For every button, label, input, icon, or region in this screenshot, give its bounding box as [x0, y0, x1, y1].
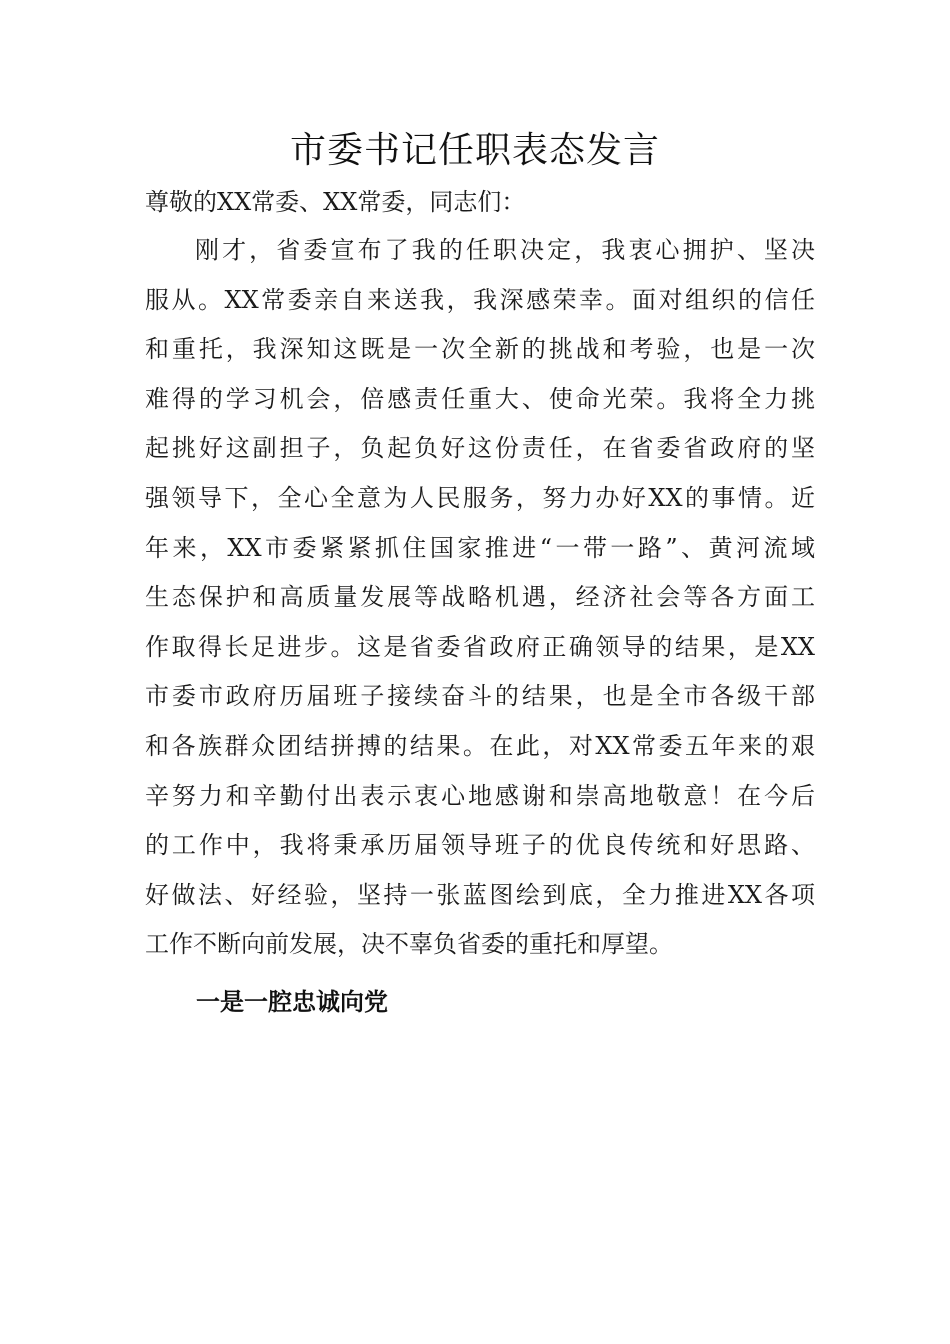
section-subheading: 一是一腔忠诚向党 — [196, 988, 388, 1016]
paragraph-line: 和重托，我深知这既是一次全新的挑战和考验，也是一次 — [145, 335, 815, 364]
paragraph-line: 辛努力和辛勤付出表示衷心地感谢和崇高地敬意！在今后 — [145, 781, 815, 810]
greeting-line: 尊敬的XX常委、XX常委，同志们： — [145, 188, 526, 216]
paragraph-line: 和各族群众团结拼搏的结果。在此，对XX常委五年来的艰 — [145, 731, 815, 760]
paragraph-line: 工作不断向前发展，决不辜负省委的重托和厚望。 — [145, 930, 673, 959]
paragraph-line: 作取得长足进步。这是省委省政府正确领导的结果，是XX — [145, 632, 815, 661]
paragraph-line: 起挑好这副担子，负起负好这份责任，在省委省政府的坚 — [145, 434, 815, 463]
paragraph-line: 难得的学习机会，倍感责任重大、使命光荣。我将全力挑 — [145, 384, 815, 413]
paragraph-line: 强领导下，全心全意为人民服务，努力办好XX的事情。近 — [145, 483, 815, 512]
document-title: 市委书记任职表态发言 — [289, 130, 660, 171]
paragraph-line: 好做法、好经验，坚持一张蓝图绘到底，全力推进XX各项 — [145, 880, 815, 909]
paragraph-line: 生态保护和高质量发展等战略机遇，经济社会等各方面工 — [145, 583, 815, 612]
paragraph-line: 年来，XX市委紧紧抓住国家推进“一带一路”、黄河流域 — [145, 533, 815, 562]
body-paragraph — [145, 226, 815, 970]
paragraph-line: 的工作中，我将秉承历届领导班子的优良传统和好思路、 — [145, 831, 815, 860]
paragraph-line: 市委市政府历届班子接续奋斗的结果，也是全市各级干部 — [145, 682, 815, 711]
paragraph-line: 服从。XX常委亲自来送我，我深感荣幸。面对组织的信任 — [145, 285, 815, 314]
paragraph-line: 刚才，省委宣布了我的任职决定，我衷心拥护、坚决 — [195, 236, 815, 264]
